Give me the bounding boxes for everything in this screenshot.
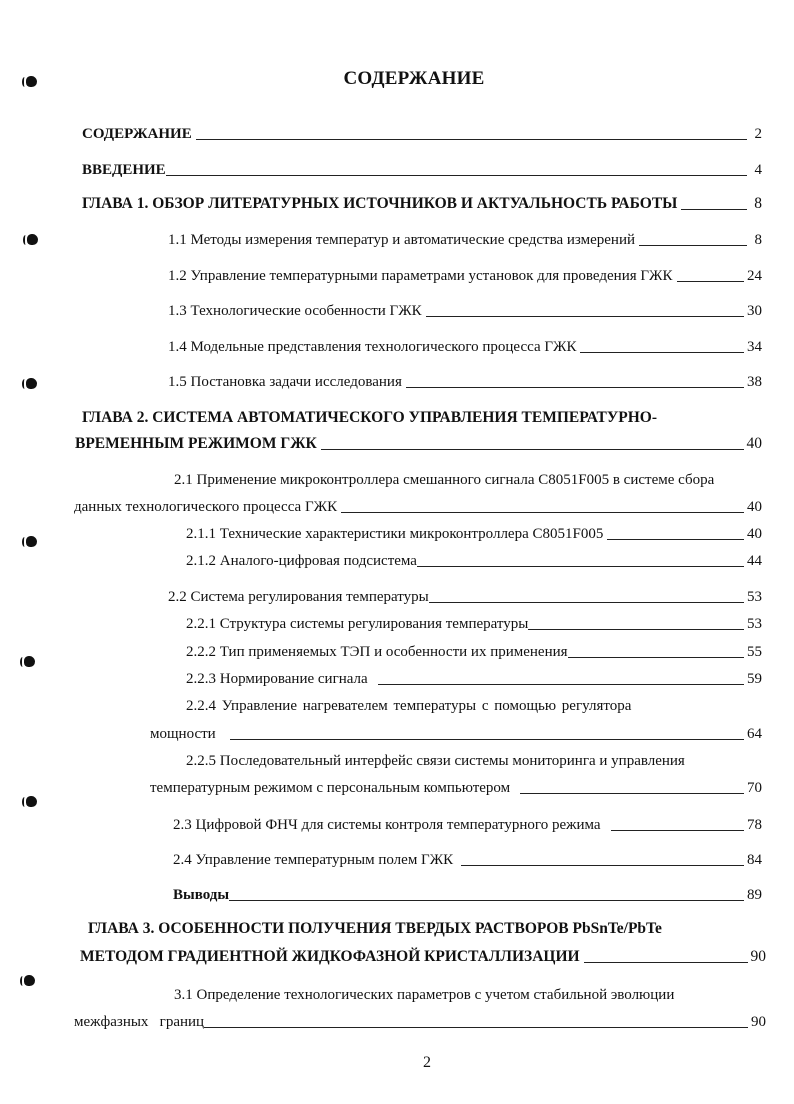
toc-entry-label: 1.4 Модельные представления технологического процесса ГЖК (168, 339, 577, 355)
binding-hole-mark-icon (24, 656, 35, 667)
toc-leader-line (607, 539, 744, 540)
toc-entry-page: 38 (747, 374, 762, 390)
toc-entry-label: данных технологического процесса ГЖК (74, 499, 338, 515)
toc-entry-page: 84 (747, 852, 762, 868)
toc-entry[interactable] (173, 886, 762, 904)
toc-leader-line (378, 684, 744, 685)
toc-entry-page: 8 (754, 195, 762, 212)
toc-entry-label: 1.2 Управление температурными параметрами установок для проведения ГЖК (168, 268, 673, 284)
toc-entry-chapter-line1[interactable]: ГЛАВА 3. ОСОБЕННОСТИ ПОЛУЧЕНИЯ ТВЕРДЫХ РАСТВОРОВ PbSnTe/PbTe (88, 920, 662, 937)
toc-entry[interactable] (82, 161, 762, 179)
toc-entry[interactable] (173, 816, 762, 834)
toc-leader-line (229, 900, 744, 901)
toc-entry-label: СОДЕРЖАНИЕ (82, 126, 192, 142)
toc-entry-page: 24 (747, 268, 762, 284)
toc-entry[interactable] (168, 338, 762, 356)
toc-entry-label: 2.2.2 Тип применяемых ТЭП и особенности их применения (186, 644, 568, 660)
toc-entry[interactable] (186, 643, 762, 661)
binding-hole-mark-icon (24, 975, 35, 986)
toc-leader-line (611, 830, 744, 831)
toc-leader-line (417, 566, 744, 567)
toc-entry-label: 2.2.1 Структура системы регулирования температуры (186, 616, 529, 632)
toc-entry-page: 59 (747, 671, 762, 687)
toc-entry-chapter[interactable] (80, 948, 766, 966)
toc-entry-page: 89 (747, 887, 762, 903)
toc-entry[interactable] (186, 552, 762, 570)
toc-entry[interactable] (173, 851, 762, 869)
toc-leader-line (341, 512, 744, 513)
toc-entry-page: 53 (747, 589, 762, 605)
toc-entry[interactable] (168, 231, 762, 249)
toc-entry-page: 8 (754, 232, 762, 248)
toc-entry-chapter-line1[interactable]: ГЛАВА 2. СИСТЕМА АВТОМАТИЧЕСКОГО УПРАВЛЕНИЯ ТЕМПЕРАТУРНО- (82, 409, 658, 426)
toc-entry-label: 2.4 Управление температурным полем ГЖК (173, 852, 454, 868)
toc-entry[interactable] (186, 670, 762, 688)
toc-entry[interactable] (150, 725, 762, 743)
toc-entry-label: ВВЕДЕНИЕ (82, 162, 166, 178)
toc-entry[interactable] (168, 588, 762, 606)
toc-leader-line (204, 1027, 748, 1028)
toc-entry[interactable] (186, 525, 762, 543)
toc-entry[interactable] (168, 302, 762, 320)
toc-entry-label: 2.2.3 Нормирование сигнала (186, 671, 368, 687)
toc-entry-page: 78 (747, 817, 762, 833)
toc-entry-label: температурным режимом с персональным компьютером (150, 780, 511, 796)
toc-leader-line (677, 281, 745, 282)
toc-entry-label: ВРЕМЕННЫМ РЕЖИМОМ ГЖК (75, 435, 317, 452)
toc-leader-line (166, 175, 747, 176)
toc-entry-chapter[interactable] (82, 195, 762, 213)
binding-hole-mark-icon (26, 378, 37, 389)
toc-entry-page: 44 (747, 553, 762, 569)
toc-entry-label: МЕТОДОМ ГРАДИЕНТНОЙ ЖИДКОФАЗНОЙ КРИСТАЛЛИЗАЦИИ (80, 948, 580, 965)
toc-entry-label: 2.1.2 Аналого-цифровая подсистема (186, 553, 417, 569)
toc-entry-page: 53 (747, 616, 762, 632)
toc-entry-label: 2.1.1 Технические характеристики микроконтроллера C8051F005 (186, 526, 604, 542)
binding-hole-mark-icon (26, 536, 37, 547)
toc-leader-line (230, 739, 744, 740)
toc-entry-label: 1.3 Технологические особенности ГЖК (168, 303, 422, 319)
toc-entry[interactable] (82, 125, 762, 143)
toc-leader-line (584, 962, 748, 963)
toc-entry-page: 30 (747, 303, 762, 319)
toc-entry-page: 90 (750, 948, 766, 965)
toc-entry[interactable] (168, 373, 762, 391)
toc-leader-line (528, 629, 744, 630)
toc-entry[interactable] (150, 779, 762, 797)
toc-entry-line1[interactable]: 2.2.4 Управление нагревателем температуры с помощью регулятора (186, 698, 632, 714)
toc-leader-line (568, 657, 744, 658)
toc-entry-label: 2.2 Система регулирования температуры (168, 589, 429, 605)
toc-leader-line (196, 139, 747, 140)
toc-entry-label: мощности (150, 726, 216, 742)
toc-leader-line (681, 209, 747, 210)
toc-entry[interactable] (186, 615, 762, 633)
toc-entry-label: Выводы (173, 887, 230, 903)
toc-entry-page: 40 (746, 435, 762, 452)
toc-entry-page: 40 (747, 526, 762, 542)
toc-leader-line (580, 352, 744, 353)
toc-leader-line (429, 602, 744, 603)
toc-entry-line1[interactable]: 3.1 Определение технологических параметров с учетом стабильной эволюции (174, 987, 675, 1003)
toc-leader-line (321, 449, 744, 450)
toc-entry[interactable] (74, 1013, 766, 1031)
toc-entry[interactable] (74, 498, 762, 516)
toc-entry-page: 2 (754, 126, 762, 142)
toc-entry[interactable] (168, 267, 762, 285)
toc-leader-line (426, 316, 744, 317)
toc-entry-page: 90 (751, 1014, 766, 1030)
page-number: 2 (423, 1054, 431, 1071)
toc-leader-line (639, 245, 747, 246)
toc-entry-page: 64 (747, 726, 762, 742)
toc-leader-line (461, 865, 744, 866)
binding-hole-mark-icon (26, 796, 37, 807)
toc-entry-chapter[interactable] (75, 435, 762, 453)
binding-hole-mark-icon (27, 234, 38, 245)
toc-entry-label: 1.1 Методы измерения температур и автоматические средства измерений (168, 232, 635, 248)
toc-entry-page: 55 (747, 644, 762, 660)
toc-leader-line (520, 793, 744, 794)
toc-entry-page: 4 (754, 162, 762, 178)
toc-entry-label: 1.5 Постановка задачи исследования (168, 374, 402, 390)
toc-entry-page: 40 (747, 499, 762, 515)
toc-entry-line1[interactable]: 2.2.5 Последовательный интерфейс связи системы мониторинга и управления (186, 753, 685, 769)
toc-entry-page: 70 (747, 780, 762, 796)
toc-entry-label: межфазных границ (74, 1014, 205, 1030)
toc-leader-line (406, 387, 744, 388)
toc-entry-line1[interactable]: 2.1 Применение микроконтроллера смешанного сигнала C8051F005 в системе сбора (174, 472, 715, 488)
toc-entry-page: 34 (747, 339, 762, 355)
page-title: СОДЕРЖАНИЕ (343, 68, 485, 89)
toc-entry-label: 2.3 Цифровой ФНЧ для системы контроля температурного режима (173, 817, 601, 833)
toc-entry-label: ГЛАВА 1. ОБЗОР ЛИТЕРАТУРНЫХ ИСТОЧНИКОВ И АКТУАЛЬНОСТЬ РАБОТЫ (82, 195, 678, 212)
